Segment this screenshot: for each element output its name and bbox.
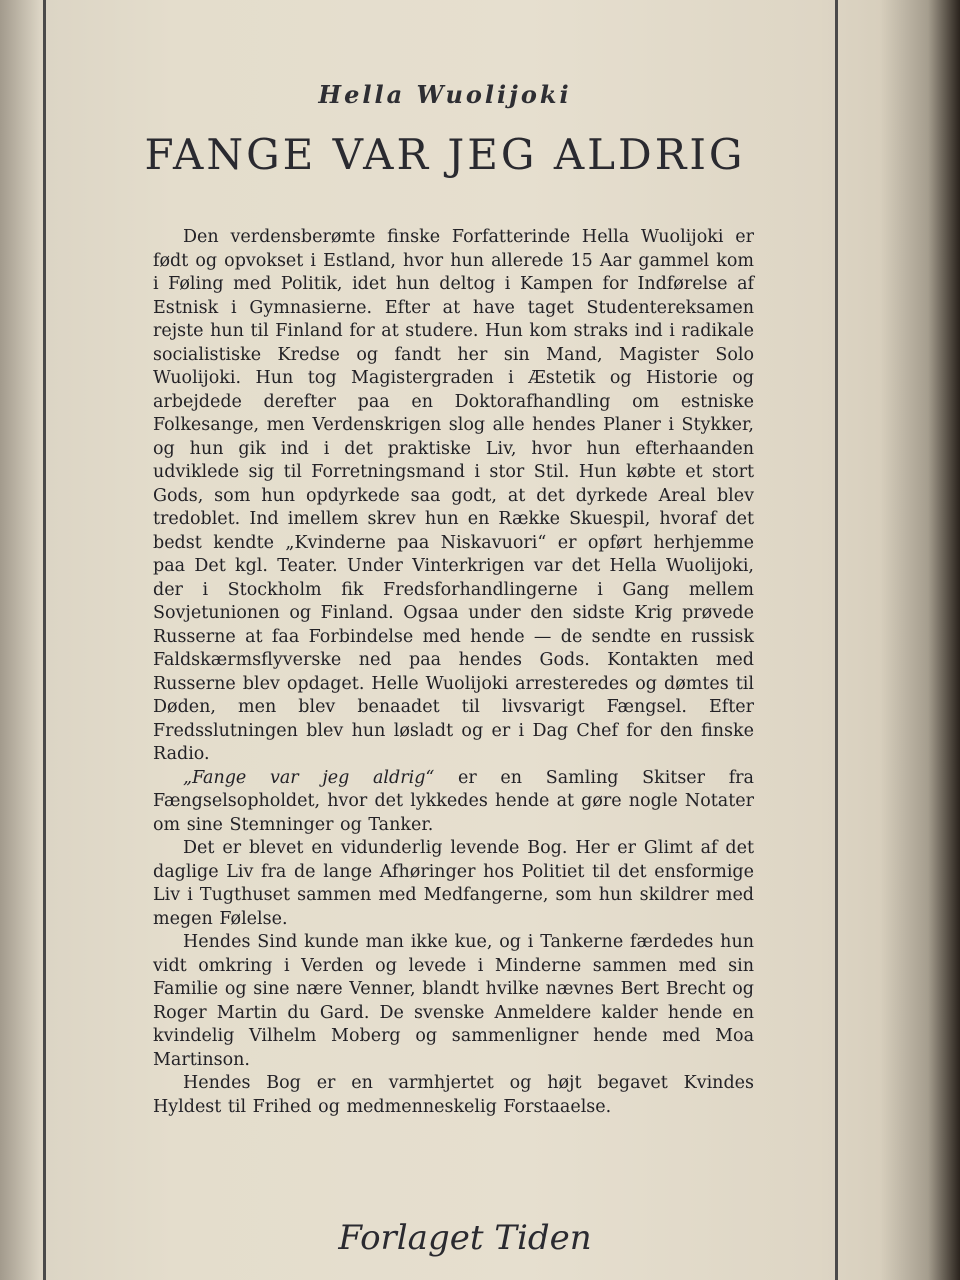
- paragraph-mind: Hendes Sind kunde man ikke kue, og i Tankerne færdedes hun vidt omkring i Verden og levede i Minderne sammen med sin Familie og sine nære Venner, blandt hvilke nævnes Bert Brecht og Roger Martin du Gard. De svenske Anmeldere kalder hende en kvindelig Vilhelm Moberg og sammenligner hende med Moa Martinson.: [153, 932, 754, 1070]
- paragraph-tribute: Hendes Bog er en varmhjertet og højt begavet Kvindes Hyldest til Frihed og medmenneskelig Forstaaelse.: [153, 1073, 754, 1117]
- paragraph-about-book: [153, 767, 754, 838]
- book-title-italic: „Fange var jeg aldrig“: [183, 767, 435, 788]
- left-border-rule: [43, 0, 46, 1280]
- paragraph-biography: Den verdensberømte finske Forfatterinde Hella Wuolijoki er født og opvokset i Estland, hvor hun allerede 15 Aar gammel kom i Føling med Politik, idet hun deltog i Kampen for Indførelse af Estnisk i Gymnasierne. Efter at have taget Studentereksamen rejste hun til Finland for at studere. Hun kom straks ind i radikale socialistiske Kredse og fandt her sin Mand, Magister Solo Wuolijoki. Hun tog Magistergraden i Æstetik og Historie og arbejdede derefter paa en Doktorafhandling om estniske Folkesange, men Verdenskrigen slog alle hendes Planer i Stykker, og hun gik ind i det praktiske Liv, hvor hun efterhaanden udviklede sig til Forretningsmand i stor Stil. Hun købte et stort Gods, som hun opdyrkede saa godt, at det dyrkede Areal blev tredoblet. Ind imellem skrev hun en Række Skuespil, hvoraf det bedst kendte „Kvinderne paa Niskavuori“ er opført herhjemme paa Det kgl. Teater. Under Vinterkrigen var det Hella Wuolijoki, der i Stockholm fik Fredsforhandlingerne i Gang mellem Sovjetunionen og Finland. Ogsaa under den sidste Krig prøvede Russerne at faa Forbindelse med hende — de sendte en russisk Faldskærmsflyverske ned paa hendes Gods. Kontakten med Russerne blev opdaget. Helle Wuolijoki arresteredes og dømtes til Døden, men blev benaadet til livsvarigt Fængsel. Efter Fredsslutningen blev hun løsladt og er i Dag Chef for den finske Radio.: [153, 227, 754, 764]
- page-edge-shadow: [880, 0, 960, 1280]
- paragraph-glimpses: Det er blevet en vidunderlig levende Bog. Her er Glimt af det daglige Liv fra de lange Afhøringer hos Politiet til det ensformige Liv i Tugthuset sammen med Medfangerne, som hun skildrer med megen Følelse.: [153, 838, 754, 929]
- blurb-text: [153, 226, 754, 1119]
- book-title: FANGE VAR JEG ALDRIG: [144, 130, 746, 179]
- paragraph-about-book-rest: er en Samling Skitser fra Fængselsopholdet, hvor det lykkedes hende at gøre nogle Notater om sine Stemninger og Tanker.: [153, 767, 754, 835]
- publisher-name: Forlaget Tiden: [338, 1218, 592, 1258]
- spine-shadow: [0, 0, 40, 1280]
- right-border-rule: [835, 0, 838, 1280]
- author-name: Hella Wuolijoki: [318, 80, 572, 109]
